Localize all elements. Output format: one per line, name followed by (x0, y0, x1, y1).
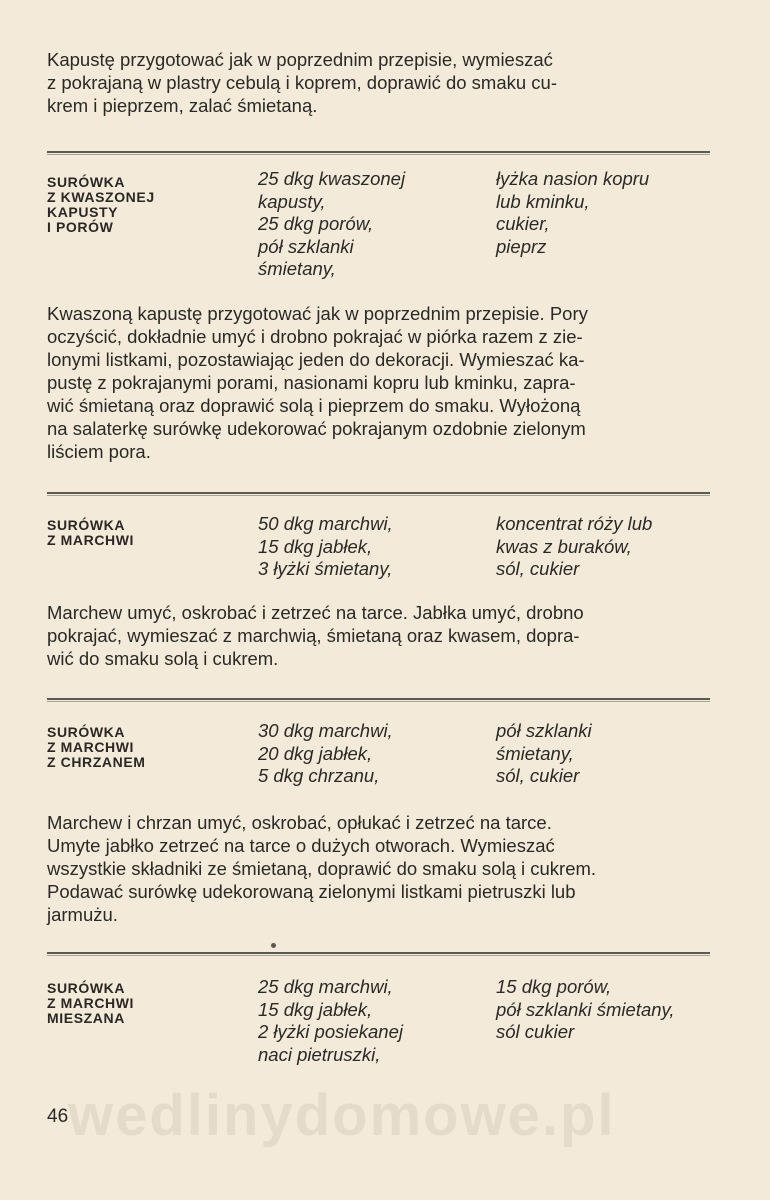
watermark: wedlinydomowe.pl (68, 1083, 616, 1148)
ingredient: kwas z buraków, (496, 535, 632, 557)
ingredient: 25 dkg marchwi, (258, 976, 393, 997)
title-line: SURÓWKA (47, 174, 126, 190)
title-line: Z MARCHWI (47, 995, 135, 1011)
section-divider (47, 492, 710, 494)
text-line: z pokrajaną w plastry cebulą i koprem, doprawić do smaku cu- (47, 72, 558, 93)
text-line: na salaterkę surówkę udekorować pokrajanym ozdobnie zielonym (47, 418, 586, 439)
ingredient: 3 łyżki śmietany, (258, 558, 393, 579)
ingredient: sól, cukier (496, 765, 580, 786)
text-line: wszystkie składniki ze śmietaną, doprawić do smaku solą i cukrem. (47, 858, 597, 879)
ingredient: 25 dkg porów, (258, 213, 374, 234)
text-line: lonymi listkami, pozostawiając jeden do dekoracji. Wymieszać ka- (47, 349, 585, 370)
title-line: Z CHRZANEM (47, 754, 146, 770)
ingredients-column-2 (496, 513, 726, 581)
ornament-dot (271, 943, 276, 948)
ingredient: 5 dkg chrzanu, (258, 765, 380, 786)
title-line: SURÓWKA (47, 724, 126, 740)
ingredients-column-2 (496, 168, 726, 258)
text-line: Kapustę przygotować jak w poprzednim przepisie, wymieszać (47, 49, 553, 70)
method-paragraph (47, 601, 710, 670)
title-line: SURÓWKA (47, 517, 126, 533)
ingredient: lub kminku, (496, 190, 590, 212)
title-line: Z MARCHWI (47, 739, 135, 755)
ingredients-column-1 (258, 720, 488, 788)
text-line: pokrajać, wymieszać z marchwią, śmietaną oraz kwasem, dopra- (47, 625, 580, 646)
title-line: SURÓWKA (47, 980, 126, 996)
ingredient: kapusty, (258, 190, 326, 212)
ingredient: śmietany, (258, 258, 336, 279)
intro-paragraph (47, 48, 710, 117)
text-line: liściem pora. (47, 441, 151, 462)
ingredient: 2 łyżki posiekanej (258, 1021, 403, 1042)
text-line: jarmużu. (47, 904, 118, 925)
ingredient: 15 dkg jabłek, (258, 535, 373, 557)
text-line: pustę z pokrajanymi porami, nasionami kopru lub kminku, zapra- (47, 372, 576, 393)
recipe-title (47, 175, 237, 235)
ingredient: 15 dkg porów, (496, 976, 612, 997)
ingredients-column-1 (258, 168, 488, 281)
ingredient: 25 dkg kwaszonej (258, 168, 406, 189)
text-line: Marchew umyć, oskrobać i zetrzeć na tarce. Jabłka umyć, drobno (47, 602, 584, 623)
ingredient: śmietany, (496, 742, 574, 764)
ingredient: 15 dkg jabłek, (258, 998, 373, 1020)
ingredient: 20 dkg jabłek, (258, 742, 373, 764)
text-line: krem i pieprzem, zalać śmietaną. (47, 95, 318, 116)
ingredient: naci pietruszki, (258, 1043, 381, 1065)
ingredient: pieprz (496, 235, 547, 257)
ingredient: sól cukier (496, 1021, 575, 1042)
ingredient: 50 dkg marchwi, (258, 513, 393, 534)
text-line: Marchew i chrzan umyć, oskrobać, opłukać i zetrzeć na tarce. (47, 812, 552, 833)
method-paragraph (47, 811, 710, 926)
ingredients-column-1 (258, 513, 488, 581)
text-line: wić do smaku solą i cukrem. (47, 648, 279, 669)
ingredient: pół szklanki (496, 720, 592, 741)
ingredient: sól, cukier (496, 558, 580, 579)
recipe-title (47, 518, 237, 548)
ingredient: łyżka nasion kopru (496, 168, 650, 189)
title-line: Z KWASZONEJ (47, 189, 155, 205)
text-line: Kwaszoną kapustę przygotować jak w poprzednim przepisie. Pory (47, 303, 588, 324)
section-divider (47, 698, 710, 700)
ingredient: pół szklanki (258, 235, 354, 257)
ingredient: cukier, (496, 213, 550, 234)
text-line: wić śmietaną oraz doprawić solą i pieprzem do smaku. Wyłożoną (47, 395, 581, 416)
page-number: 46 (47, 1106, 69, 1127)
text-line: oczyścić, dokładnie umyć i drobno pokrajać w piórka razem z zie- (47, 326, 583, 347)
ingredients-column-1 (258, 976, 488, 1066)
title-line: Z MARCHWI (47, 532, 135, 548)
ingredients-column-2 (496, 720, 726, 788)
title-line: KAPUSTY (47, 204, 119, 220)
ingredient: pół szklanki śmietany, (496, 998, 675, 1020)
text-line: Podawać surówkę udekorowaną zielonymi listkami pietruszki lub (47, 881, 576, 902)
ingredients-column-2 (496, 976, 726, 1044)
recipe-title (47, 981, 237, 1026)
section-divider (47, 151, 710, 153)
recipe-title (47, 725, 237, 770)
ingredient: koncentrat róży lub (496, 513, 653, 534)
text-line: Umyte jabłko zetrzeć na tarce o dużych otworach. Wymieszać (47, 835, 555, 856)
ingredient: 30 dkg marchwi, (258, 720, 393, 741)
section-divider (47, 952, 710, 954)
title-line: I PORÓW (47, 219, 114, 235)
title-line: MIESZANA (47, 1010, 125, 1026)
method-paragraph (47, 302, 710, 463)
